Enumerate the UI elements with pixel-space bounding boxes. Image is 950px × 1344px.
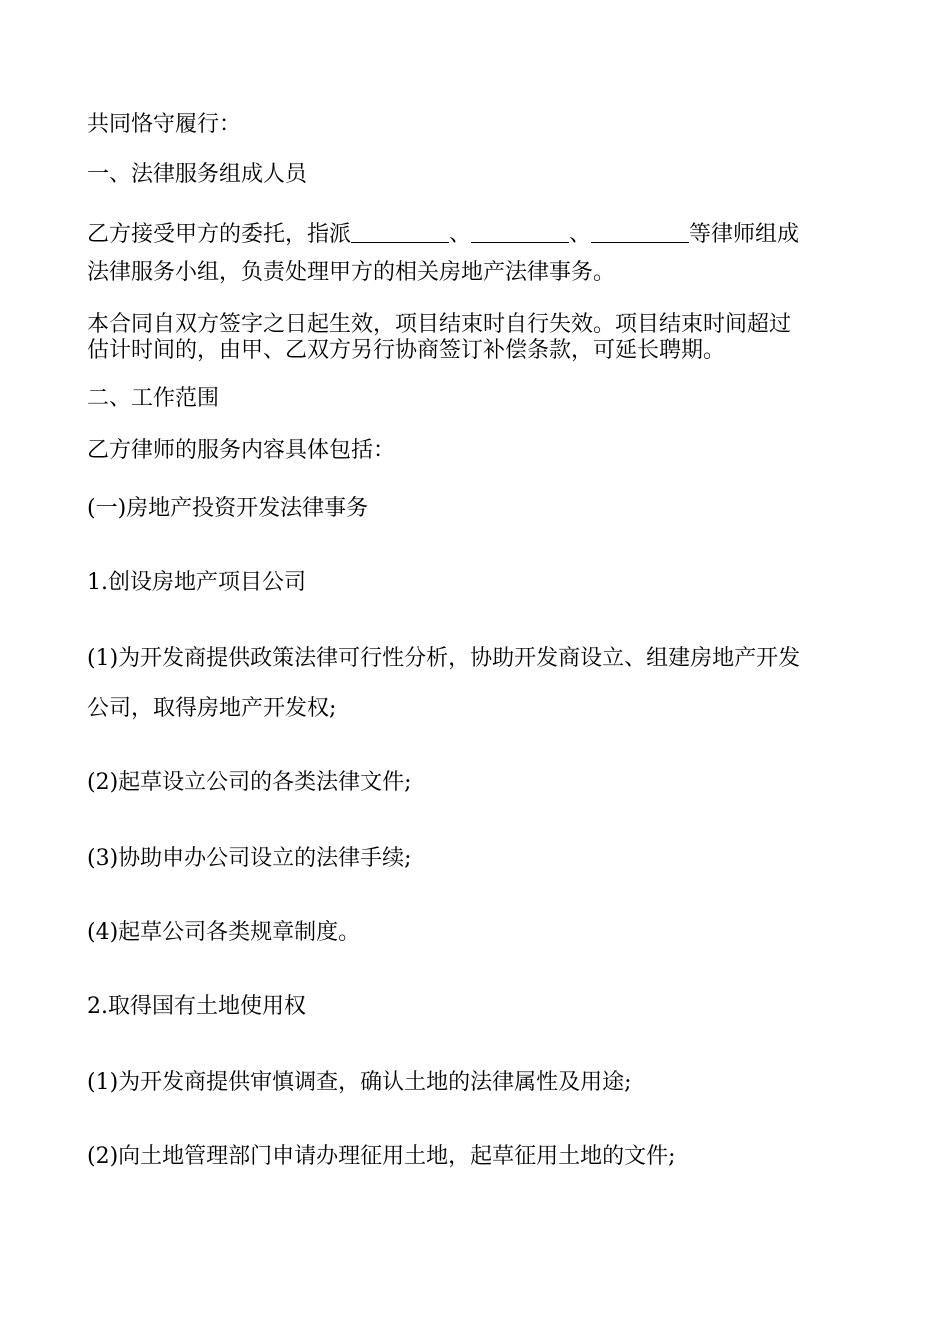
list-item-2-2: (2)向土地管理部门申请办理征用土地，起草征用土地的文件; [87, 1144, 676, 1169]
paragraph-assignment-line-2: 法律服务小组，负责处理甲方的相关房地产法律事务。 [87, 260, 616, 285]
list-item-1-4: (4)起草公司各类规章制度。 [87, 920, 361, 945]
assignment-text-end: 等律师组成 [689, 222, 800, 247]
item-heading-2: 2.取得国有土地使用权 [87, 994, 306, 1019]
list-item-2-1: (1)为开发商提供审慎调查，确认土地的法律属性及用途; [87, 1070, 632, 1095]
assignment-text-start: 乙方接受甲方的委托，指派 [87, 222, 352, 247]
separator-2: 、 [569, 222, 592, 247]
list-item-1-1-line-2: 公司，取得房地产开发权; [87, 696, 337, 721]
separator-1: 、 [449, 222, 472, 247]
subsection-heading-1: (一)房地产投资开发法律事务 [87, 496, 369, 521]
paragraph-assignment-line-1 [87, 222, 867, 248]
section-heading-1: 一、法律服务组成人员 [87, 162, 308, 187]
paragraph-validity-line-1: 本合同自双方签字之日起生效，项目结束时自行失效。项目结束时间超过 [87, 312, 792, 337]
list-item-1-2: (2)起草设立公司的各类法律文件; [87, 770, 412, 795]
list-item-1-3: (3)协助申办公司设立的法律手续; [87, 846, 412, 871]
paragraph-validity-line-2: 估计时间的，由甲、乙双方另行协商签订补偿条款，可延长聘期。 [87, 338, 726, 363]
lawyer-name-blank-3 [591, 222, 689, 243]
item-heading-1: 1.创设房地产项目公司 [87, 570, 306, 595]
list-item-1-1-line-1: (1)为开发商提供政策法律可行性分析，协助开发商设立、组建房地产开发 [87, 646, 801, 671]
paragraph-intro: 共同恪守履行： [87, 112, 242, 137]
paragraph-scope-intro: 乙方律师的服务内容具体包括： [87, 438, 396, 463]
section-heading-2: 二、工作范围 [87, 386, 220, 411]
lawyer-name-blank-1 [351, 222, 449, 243]
lawyer-name-blank-2 [471, 222, 569, 243]
